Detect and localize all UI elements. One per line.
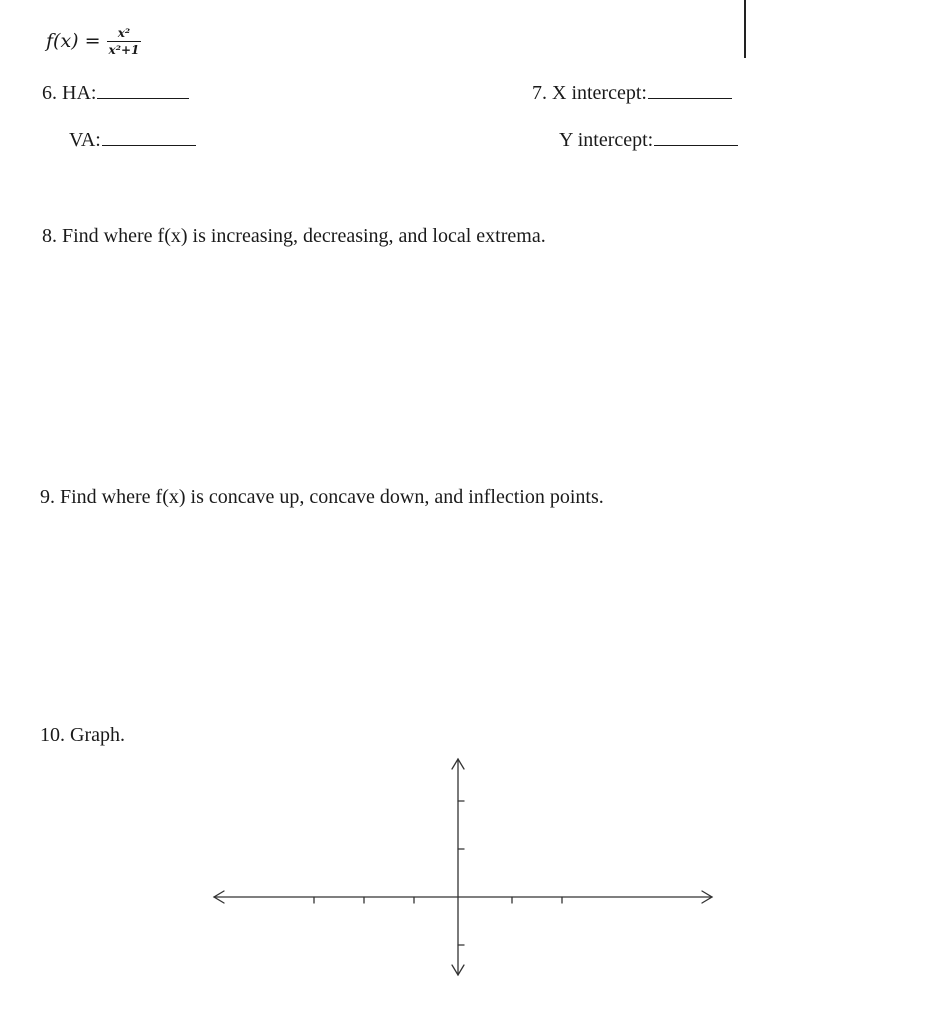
function-lhs: f(x) = (46, 30, 101, 52)
margin-rule (744, 0, 746, 58)
ha-answer-blank[interactable] (97, 82, 189, 99)
question-10: 10. Graph. (40, 724, 125, 746)
x-intercept-label: 7. X intercept: (532, 82, 647, 104)
question-6-ha (42, 82, 189, 105)
question-7-x-intercept (532, 82, 732, 105)
question-7-y-intercept (559, 129, 738, 152)
ha-label: 6. HA: (42, 82, 97, 104)
va-answer-blank[interactable] (102, 129, 196, 146)
function-fraction (107, 26, 142, 57)
x-intercept-answer-blank[interactable] (648, 82, 732, 99)
y-intercept-answer-blank[interactable] (654, 129, 738, 146)
y-intercept-label: Y intercept: (559, 129, 654, 151)
blank-graph-axes[interactable] (200, 745, 730, 985)
question-8: 8. Find where f(x) is increasing, decreasing, and local extrema. (42, 225, 546, 247)
va-label: VA: (69, 129, 101, 151)
fraction-numerator: x² (117, 25, 131, 40)
question-6-va (69, 129, 196, 152)
function-definition (46, 18, 141, 64)
question-9: 9. Find where f(x) is concave up, concave down, and inflection points. (40, 486, 604, 508)
fraction-denominator: x²+1 (108, 42, 140, 57)
